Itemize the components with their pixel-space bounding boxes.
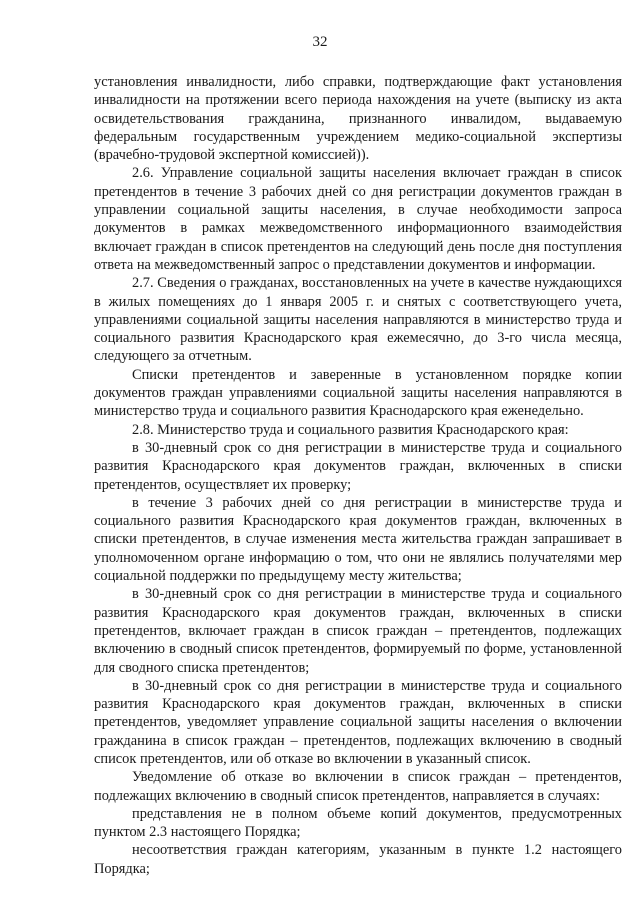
- paragraph: установления инвалидности, либо справки, подтверждающие факт установления инвалидности на протяжении всего периода нахождения на учете (выписку из акта освидетельствования гражданина, признанного инвалидом, выдаваемую федеральным государственным учреждением медико-социальной экспертизы (врачебно-трудовой экспертной комиссией)).: [94, 74, 622, 164]
- paragraph: в течение 3 рабочих дней со дня регистрации в министерстве труда и социального развития Краснодарского края документов граждан, включенных в списки претендентов, в случае изменения места жительства граждан запрашивает в уполномоченном органе информацию о том, что они не являлись получателями мер социальной поддержки по предыдущему месту жительства;: [94, 494, 622, 585]
- paragraph: 2.6. Управление социальной защиты населения включает граждан в список претендентов в течение 3 рабочих дней со дня регистрации документов граждан в управлении социальной защиты населения, в случае необходимости запроса документов в рамках межведомственного информационного взаимодействия включает граждан в список претендентов на следующий день после дня поступления ответа на межведомственный запрос о представлении документов и информации.: [94, 165, 622, 273]
- paragraph: 2.8. Министерство труда и социального развития Краснодарского края:: [132, 421, 569, 438]
- paragraph: несоответствия граждан категориям, указанным в пункте 1.2 настоящего Порядка;: [94, 842, 622, 877]
- paragraph: Списки претендентов и заверенные в установленном порядке копии документов граждан управлениями социальной защиты населения направляются в министерство труда и социального развития Краснодарского края еженедельно.: [94, 366, 622, 420]
- paragraph: 2.7. Сведения о гражданах, восстановленных на учете в качестве нуждающихся в жилых помещениях до 1 января 2005 г. и снятых с соответствующего учета, управлениями социальной защиты населения направляются в министерство труда и социального развития Краснодарского края ежемесячно, до 3-го числа месяца, следующего за отчетным.: [94, 275, 622, 365]
- document-body: [94, 73, 622, 878]
- paragraph: в 30-дневный срок со дня регистрации в министерстве труда и социального развития Краснодарского края документов граждан, включенных в списки претендентов, уведомляет управление социальной защиты населения о включении гражданина в список граждан – претендентов, подлежащих включению в сводный список претендентов, или об отказе во включении в указанный список.: [94, 677, 622, 767]
- paragraph: в 30-дневный срок со дня регистрации в министерстве труда и социального развития Краснодарского края документов граждан, включенных в списки претендентов, осуществляет их проверку;: [94, 439, 622, 493]
- paragraph: в 30-дневный срок со дня регистрации в министерстве труда и социального развития Краснодарского края документов граждан, включенных в списки претендентов, включает граждан в список граждан – претендентов, подлежащих включению в сводный список претендентов, формируемый по форме, установленной для сводного списка претендентов;: [94, 586, 622, 676]
- paragraph: представления не в полном объеме копий документов, предусмотренных пунктом 2.3 настоящего Порядка;: [94, 805, 622, 841]
- page-number: 32: [312, 34, 328, 50]
- paragraph: Уведомление об отказе во включении в список граждан – претендентов, подлежащих включению в сводный список претендентов, направляется в случаях:: [94, 769, 622, 804]
